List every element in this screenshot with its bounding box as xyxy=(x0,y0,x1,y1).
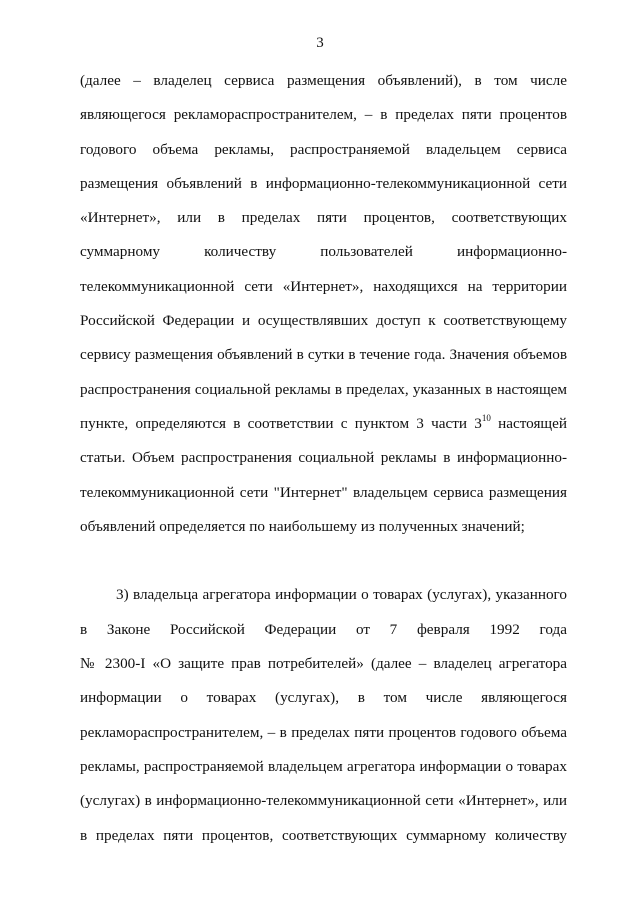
text-line-part: настоящей xyxy=(490,414,567,432)
text-line: годового объема рекламы, распространяемой владельцем сервиса xyxy=(80,140,567,158)
text-line: телекоммуникационной сети "Интернет" владельцем сервиса размещения xyxy=(80,483,567,501)
text-line: суммарному количеству пользователей информационно- xyxy=(80,243,567,261)
text-line: статьи. Объем распространения социальной рекламы в информационно- xyxy=(80,449,567,467)
document-body xyxy=(80,71,567,860)
text-line: в пределах пяти процентов, соответствующих суммарному количеству xyxy=(80,826,567,844)
text-line: № 2300-I «О защите прав потребителей» (далее – владелец агрегатора xyxy=(80,655,567,673)
text-line: рекламораспространителем, – в пределах пяти процентов годового объема xyxy=(80,723,567,741)
text-line: Российской Федерации и осуществлявших доступ к соответствующему xyxy=(80,312,567,330)
text-line: распространения социальной рекламы в пределах, указанных в настоящем xyxy=(80,380,567,398)
text-line: «Интернет», или в пределах пяти процентов, соответствующих xyxy=(80,209,567,227)
text-line: сервису размещения объявлений в сутки в течение года. Значения объемов xyxy=(80,346,567,364)
superscript: 10 xyxy=(481,412,491,423)
text-line: в Законе Российской Федерации от 7 февраля 1992 года xyxy=(80,620,567,638)
text-line xyxy=(80,551,567,585)
text-line: объявлений определяется по наибольшему из полученных значений; xyxy=(80,517,525,535)
text-line: размещения объявлений в информационно-телекоммуникационной сети xyxy=(80,174,567,192)
text-line: рекламы, распространяемой владельцем агрегатора информации о товарах xyxy=(80,757,567,775)
text-line xyxy=(80,414,567,448)
text-line-part: пункте, определяются в соответствии с пунктом 3 части 3 xyxy=(80,414,482,432)
text-line: (услугах) в информационно-телекоммуникационной сети «Интернет», или xyxy=(80,792,567,810)
text-line: являющегося рекламораспространителем, – в пределах пяти процентов xyxy=(80,106,567,124)
text-line: информации о товарах (услугах), в том числе являющегося xyxy=(80,689,567,707)
text-line: телекоммуникационной сети «Интернет», находящихся на территории xyxy=(80,277,567,295)
text-line: (далее – владелец сервиса размещения объявлений), в том числе xyxy=(80,72,567,89)
text-line: 3) владельца агрегатора информации о товарах (услугах), указанного xyxy=(116,586,567,604)
page-number: 3 xyxy=(316,35,324,51)
